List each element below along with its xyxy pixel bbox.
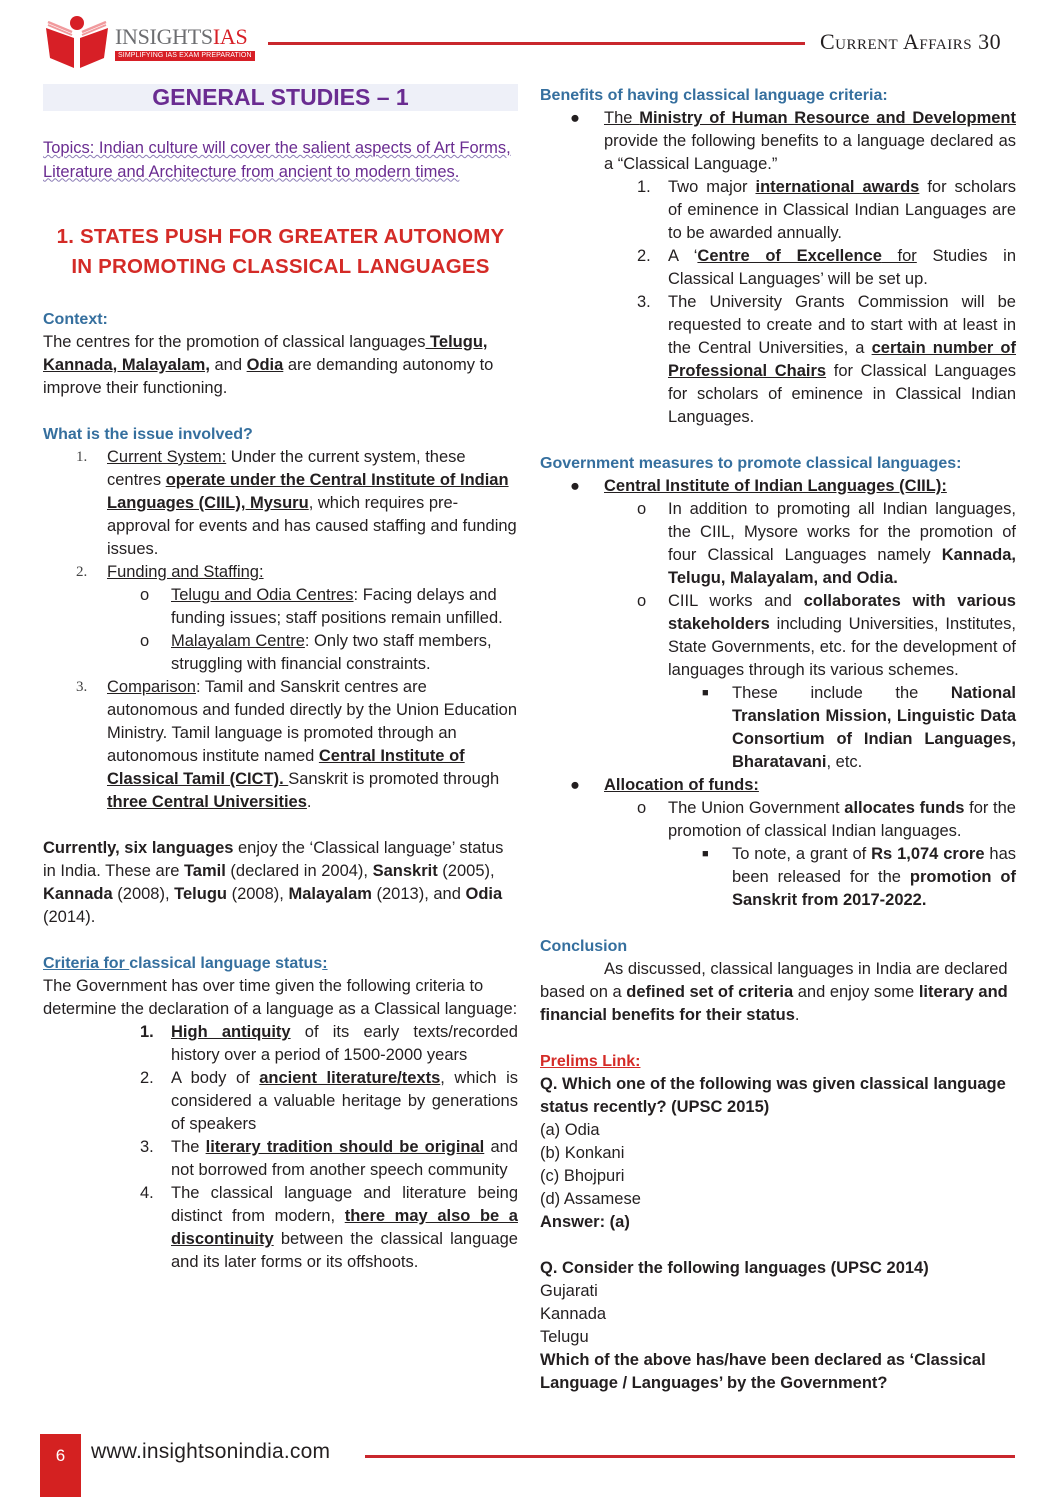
context-heading: Context: — [43, 311, 108, 328]
general-studies-banner: GENERAL STUDIES – 1 — [43, 84, 518, 111]
list-number: 1. — [76, 449, 88, 465]
benefit-item: 2. A ‘Centre of Excellence for Studies in Classical Languages’ will be set up. — [637, 247, 1016, 288]
square-bullet-icon: ■ — [702, 848, 709, 860]
footer-divider — [365, 1455, 1015, 1458]
q1-option: (a) Odia — [540, 1121, 600, 1139]
open-book-logo-icon — [42, 14, 112, 70]
issue-subitem: o Telugu and Odia Centres: Facing delays and funding issues; staff positions remain unfilled. — [140, 586, 503, 627]
ciil-subitem: o CIIL works and collaborates with various stakeholders including Universities, Institutes, State Governments, etc. for the development of languages through its various schemes. — [637, 592, 1016, 679]
left-column — [43, 84, 518, 1274]
q2-item: Gujarati — [540, 1282, 598, 1300]
criteria-item: 2. A body of ancient literature/texts, which is considered a valuable heritage by generations of speakers — [140, 1069, 518, 1133]
list-number: 4. — [140, 1184, 154, 1202]
right-column — [540, 84, 1016, 1395]
measures-heading: Government measures to promote classical languages: — [540, 455, 962, 472]
benefit-item: 1. Two major international awards for scholars of eminence in Classical Indian Languages are to be awarded annually. — [637, 178, 1016, 242]
list-number: 2. — [637, 247, 651, 265]
q2-item: Kannada — [540, 1305, 607, 1323]
header-divider — [268, 42, 805, 45]
publication-title: Current Affairs 30 — [820, 29, 1002, 54]
ciil-subitem: o In addition to promoting all Indian languages, the CIIL, Mysore works for the promotion of four Classical Languages namely Kannada, Telugu, Malayalam, and Odia. — [637, 500, 1016, 587]
insightsias-logo — [42, 14, 252, 70]
list-number: 2. — [140, 1069, 154, 1087]
classical-status-paragraph: Currently, six languages enjoy the ‘Classical language’ status in India. These are Tamil (declared in 2004), Sanskrit (2005), Kannada (2008), Telugu (2008), Malayalam (2013), and Odia (2014). — [43, 839, 504, 926]
issue-item: 2. Funding and Staffing: — [43, 561, 518, 584]
website-link[interactable]: www.insightsonindia.com — [91, 1440, 331, 1463]
hollow-bullet-icon: o — [140, 586, 150, 604]
topics-syllabus-link[interactable]: Topics: Indian culture will cover the salient aspects of Art Forms, Literature and Architecture from ancient to modern times. — [43, 139, 511, 181]
issue-item: 3. Comparison: Tamil and Sanskrit centres are autonomous and funded directly by the Union Education Ministry. Tamil language is promoted through an autonomous institute named Central Institute of Classical Tamil (CICT). Sanskrit is promoted through three Central Universities. — [76, 678, 518, 811]
conclusion-paragraph: As discussed, classical languages in India are declared based on a defined set of criteria and enjoy some literary and financial benefits for their status. — [540, 960, 1008, 1024]
criteria-item: 3. The literary tradition should be original and not borrowed from another speech community — [140, 1138, 518, 1179]
criteria-item: 1. High antiquity of its early texts/recorded history over a period of 1500-2000 years — [140, 1023, 518, 1064]
issue-item: 1. Current System: Under the current system, these centres operate under the Central Institute of Indian Languages (CIIL), Mysuru, which requires pre-approval for events and has caused staffing and funding issues. — [76, 448, 517, 558]
conclusion-heading: Conclusion — [540, 938, 628, 955]
issue-subitem: o Malayalam Centre: Only two staff members, struggling with financial constraints. — [140, 632, 492, 673]
prelims-question-1: Q. Which one of the following was given classical language status recently? (UPSC 2015) — [540, 1075, 1006, 1116]
list-number: 2. — [76, 564, 88, 580]
hollow-bullet-icon: o — [140, 632, 150, 650]
article-title-line-1: 1. STATES PUSH FOR GREATER AUTONOMY — [56, 225, 505, 248]
hollow-bullet-icon: o — [637, 500, 647, 518]
q2-item: Telugu — [540, 1328, 589, 1346]
q2-prompt: Which of the above has/have been declared as ‘Classical Language / Languages’ by the Government? — [540, 1351, 986, 1392]
criteria-item: 4. The classical language and literature being distinct from modern, there may also be a discontinuity between the classical language and its later forms or its offshoots. — [140, 1184, 518, 1271]
funds-subitem: o The Union Government allocates funds for the promotion of classical Indian languages. — [637, 799, 1016, 840]
benefits-heading: Benefits of having classical language criteria: — [540, 87, 888, 104]
prelims-link-heading[interactable]: Prelims Link: — [540, 1053, 641, 1070]
ciil-bullet: ● Central Institute of Indian Languages (CIIL): — [540, 475, 1016, 498]
criteria-intro: The Government has over time given the following criteria to determine the declaration of a language as a Classical language: — [43, 977, 518, 1018]
benefit-item: 3. The University Grants Commission will be requested to create and to start with at least in the Central Universities, a certain number of Professional Chairs for Classical Languages for scholars of eminence in Classical Indian Languages. — [637, 293, 1016, 426]
page-number: 6 — [55, 1446, 66, 1465]
bullet-icon: ● — [570, 776, 580, 794]
hollow-bullet-icon: o — [637, 592, 647, 610]
prelims-question-2: Q. Consider the following languages (UPSC 2014) — [540, 1259, 929, 1277]
list-number: 3. — [637, 293, 651, 311]
q1-option: (d) Assamese — [540, 1190, 641, 1208]
q1-option: (b) Konkani — [540, 1144, 625, 1162]
context-paragraph: The centres for the promotion of classical languages Telugu, Kannada, Malayalam, and Odia are demanding autonomy to improve their functioning. — [43, 333, 494, 397]
funds-note-item: ■ To note, a grant of Rs 1,074 crore has been released for the promotion of Sanskrit from 2017-2022. — [702, 845, 1017, 909]
bullet-icon: ● — [570, 477, 580, 495]
list-number: 3. — [140, 1138, 154, 1156]
criteria-heading: Criteria for classical language status: — [43, 955, 328, 972]
benefits-bullet: ● The Ministry of Human Resource and Development provide the following benefits to a language declared as a “Classical Language.” — [570, 109, 1016, 173]
article-title-line-2: IN PROMOTING CLASSICAL LANGUAGES — [71, 255, 490, 278]
bullet-icon: ● — [570, 109, 580, 127]
logo-tagline: SIMPLIFYING IAS EXAM PREPARATION — [115, 51, 255, 61]
ciil-scheme-item: ■ These include the National Translation Mission, Linguistic Data Consortium of Indian Languages, Bharatavani, etc. — [702, 684, 1016, 771]
q1-option: (c) Bhojpuri — [540, 1167, 625, 1185]
list-number: 3. — [76, 679, 88, 695]
hollow-bullet-icon: o — [637, 799, 647, 817]
issue-heading: What is the issue involved? — [43, 426, 253, 443]
funds-bullet: ● Allocation of funds: — [540, 774, 1016, 797]
article-title — [43, 222, 518, 282]
square-bullet-icon: ■ — [702, 687, 709, 699]
page-number-box — [40, 1434, 81, 1497]
list-number: 1. — [637, 178, 651, 196]
q1-answer: Answer: (a) — [540, 1213, 630, 1231]
logo-wordmark: INSIGHTSIAS — [115, 24, 248, 49]
list-number: 1. — [140, 1023, 154, 1041]
